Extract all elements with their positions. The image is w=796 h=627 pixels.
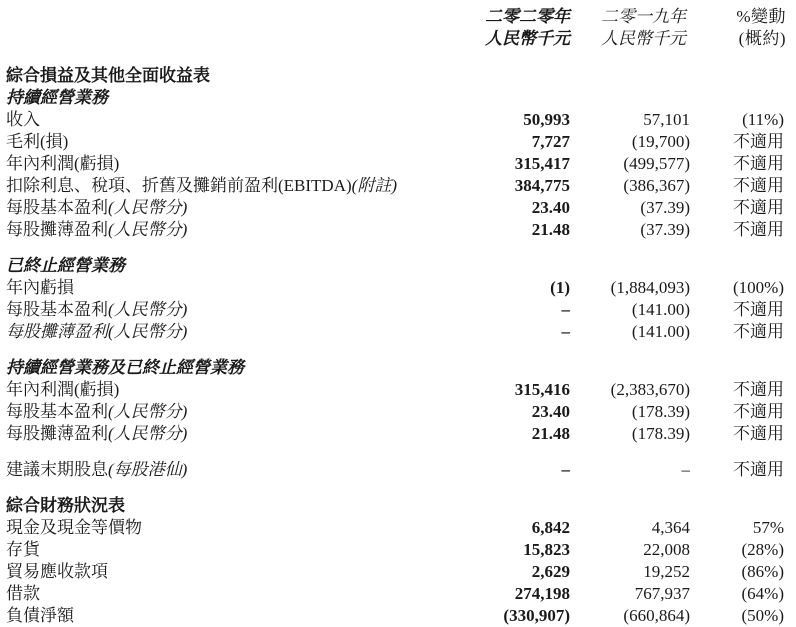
value-change: 不適用: [733, 322, 784, 341]
column-header-2020: [460, 6, 570, 50]
row-label-note: (人民幣分): [108, 402, 188, 421]
value-2019: 767,937: [634, 584, 690, 603]
row-label: [6, 197, 187, 219]
value-2020: (1): [550, 278, 570, 297]
column-header-2020-year: 二零二零年: [485, 7, 570, 26]
row-label-text: 已終止經營業務: [6, 256, 125, 275]
value-change: (64%): [741, 584, 784, 603]
value-change: 不適用: [733, 460, 784, 479]
row-label: [6, 299, 187, 321]
row-label-text: 年內虧損: [6, 278, 74, 297]
row-label-text: 貿易應收款項: [6, 562, 108, 581]
table-row: [0, 459, 796, 481]
value-2019: (1,884,093): [610, 278, 690, 297]
table-row: [0, 605, 796, 627]
value-2020: 21.48: [531, 220, 570, 239]
value-change: (11%): [742, 110, 784, 129]
value-2020: –: [561, 300, 570, 319]
row-label-note: (人民幣分): [108, 198, 188, 217]
table-row: [0, 423, 796, 445]
table-row: [0, 109, 796, 131]
value-2019: 57,101: [643, 110, 690, 129]
value-2019: (660,864): [623, 606, 690, 625]
section-heading: [0, 87, 796, 109]
row-label-text: 綜合損益及其他全面收益表: [6, 66, 210, 85]
row-label: [6, 131, 68, 153]
row-label-text: 每股基本盈利: [6, 402, 108, 421]
row-label-text: 每股基本盈利: [6, 198, 108, 217]
value-2019: 4,364: [651, 518, 690, 537]
row-label: [6, 321, 187, 343]
value-2020: 15,823: [523, 540, 570, 559]
value-2019: –: [681, 460, 690, 479]
row-label-text: 每股基本盈利: [6, 300, 108, 319]
value-2020: 21.48: [531, 424, 570, 443]
row-label-text: 存貨: [6, 540, 40, 559]
value-2019: (178.39): [631, 424, 690, 443]
row-label: [6, 561, 108, 583]
table-row: [0, 153, 796, 175]
row-label-note: (人民幣分): [108, 424, 188, 443]
row-label-text: 毛利(損): [6, 132, 69, 151]
value-change: 不適用: [733, 402, 784, 421]
value-change: 不適用: [733, 220, 784, 239]
value-2020: 6,842: [531, 518, 570, 537]
table-row: [0, 539, 796, 561]
row-label-text: 綜合財務狀況表: [6, 496, 125, 515]
table-row: [0, 131, 796, 153]
section-heading: [0, 65, 796, 87]
value-2019: (178.39): [631, 402, 690, 421]
row-label: [6, 175, 397, 197]
row-label: [6, 379, 119, 401]
row-label: [6, 459, 187, 481]
column-header-2020-unit: 人民幣千元: [485, 29, 570, 48]
section-title: [6, 87, 108, 109]
value-2019: (2,383,670): [610, 380, 690, 399]
value-2019: (37.39): [640, 198, 690, 217]
value-change: 不適用: [733, 176, 784, 195]
table-row: [0, 561, 796, 583]
column-header-2019: [576, 6, 686, 50]
value-2020: 274,198: [514, 584, 570, 603]
table-row: [0, 401, 796, 423]
value-2019: (141.00): [631, 300, 690, 319]
row-label-text: 扣除利息、稅項、折舊及攤銷前盈利(EBITDA): [6, 176, 352, 195]
row-label: [6, 423, 187, 445]
row-label: [6, 517, 142, 539]
row-label: [6, 605, 74, 627]
row-label-note: (人民幣分): [108, 300, 188, 319]
row-label-note: (人民幣分): [108, 322, 188, 341]
value-2020: 23.40: [531, 198, 570, 217]
row-label: [6, 153, 119, 175]
value-2019: (499,577): [623, 154, 690, 173]
value-change: 不適用: [733, 380, 784, 399]
table-row: [0, 219, 796, 241]
column-header-change-title: %變動: [736, 7, 786, 26]
value-2019: (37.39): [640, 220, 690, 239]
section-heading: [0, 255, 796, 277]
value-2019: 22,008: [643, 540, 690, 559]
column-header-2019-year: 二零一九年: [601, 7, 686, 26]
row-label: [6, 401, 187, 423]
table-row: [0, 197, 796, 219]
value-change: (50%): [741, 606, 784, 625]
row-label-text: 建議末期股息: [6, 460, 108, 479]
row-label-note: (每股港仙): [108, 460, 188, 479]
value-2020: 2,629: [531, 562, 570, 581]
section-title: [6, 357, 244, 379]
value-2020: 384,775: [514, 176, 570, 195]
table-row: [0, 321, 796, 343]
value-2019: (19,700): [631, 132, 690, 151]
row-label-note: (人民幣分): [108, 220, 188, 239]
column-header-change: [696, 6, 786, 50]
value-change: 不適用: [733, 198, 784, 217]
value-2020: –: [561, 460, 570, 479]
row-label-text: 每股攤薄盈利: [6, 322, 108, 341]
value-2019: (141.00): [631, 322, 690, 341]
value-change: (86%): [741, 562, 784, 581]
value-2020: 315,416: [514, 380, 570, 399]
row-label-text: 每股攤薄盈利: [6, 220, 108, 239]
column-header-change-approx: (概約): [738, 29, 786, 48]
table-row: [0, 517, 796, 539]
row-label: [6, 277, 74, 299]
table-row: [0, 583, 796, 605]
row-label: [6, 109, 40, 131]
row-label-text: 負債淨額: [6, 606, 74, 625]
section-heading: [0, 357, 796, 379]
value-change: 不適用: [733, 154, 784, 173]
value-2020: 7,727: [531, 132, 570, 151]
value-2020: 50,993: [523, 110, 570, 129]
row-label-text: 收入: [6, 110, 40, 129]
section-title: [6, 495, 125, 517]
value-change: (100%): [733, 278, 784, 297]
section-title: [6, 65, 210, 87]
value-change: (28%): [741, 540, 784, 559]
row-label-text: 年內利潤(虧損): [6, 154, 120, 173]
value-2020: –: [561, 322, 570, 341]
value-2020: 23.40: [531, 402, 570, 421]
row-label-note: (附註): [351, 176, 397, 195]
table-row: [0, 379, 796, 401]
row-label-text: 持續經營業務: [6, 88, 108, 107]
table-row: [0, 175, 796, 197]
section-heading: [0, 495, 796, 517]
row-label-text: 持續經營業務及已終止經營業務: [6, 358, 244, 377]
value-2019: 19,252: [643, 562, 690, 581]
value-change: 不適用: [733, 424, 784, 443]
row-label: [6, 219, 187, 241]
row-label-text: 年內利潤(虧損): [6, 380, 120, 399]
table-row: [0, 299, 796, 321]
value-2019: (386,367): [623, 176, 690, 195]
row-label-text: 現金及現金等價物: [6, 518, 142, 537]
row-label-text: 借款: [6, 584, 40, 603]
row-label: [6, 539, 40, 561]
value-2020: (330,907): [503, 606, 570, 625]
row-label-text: 每股攤薄盈利: [6, 424, 108, 443]
row-label: [6, 583, 40, 605]
value-2020: 315,417: [514, 154, 570, 173]
value-change: 不適用: [733, 132, 784, 151]
value-change: 不適用: [733, 300, 784, 319]
column-header-2019-unit: 人民幣千元: [601, 29, 686, 48]
value-change: 57%: [752, 518, 784, 537]
section-title: [6, 255, 125, 277]
table-row: [0, 277, 796, 299]
